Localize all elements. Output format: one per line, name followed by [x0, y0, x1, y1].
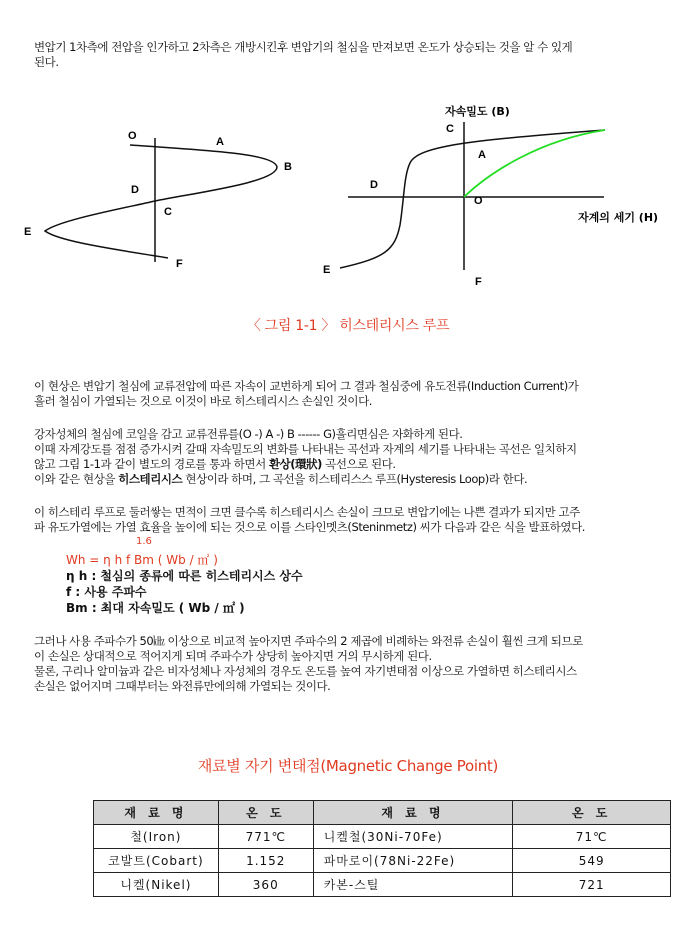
text-segment: 이와 같은 현상을	[34, 472, 119, 486]
table-cell: 코발트(Cobart)	[94, 849, 219, 873]
text-line: 이 현상은 변압기 철심에 교류전압에 따른 자속이 교번하게 되어 그 결과 철심중에 유도전류(Induction Current)가	[34, 379, 579, 393]
table-row	[94, 825, 671, 849]
text-segment: 곡선으로 된다.	[321, 457, 396, 471]
left-label-e: E	[24, 226, 32, 238]
text-line	[34, 472, 664, 487]
column-header-temperature: 온 도	[513, 801, 671, 825]
text-line: 파 유도가열에는 가열 효율을 높이에 되는 것으로 이를 스타인멧츠(Steninmetz) 씨가 다음과 같은 식을 발표하였다.	[34, 520, 585, 534]
figure-caption: 〈 그림 1-1 〉 히스테리시스 루프	[246, 318, 450, 334]
text-line: 이 히스테리 루프로 둘러쌓는 면적이 크면 클수록 히스테리시스 손실이 크므로 변압기에는 나쁜 결과가 되지만 고주	[34, 505, 580, 519]
paragraph-2	[34, 427, 664, 487]
right-label-a: A	[478, 149, 486, 161]
left-label-a: A	[216, 136, 224, 148]
right-label-d: D	[370, 179, 378, 191]
left-label-f: F	[176, 258, 183, 270]
right-label-e: E	[323, 264, 331, 276]
text-segment: 않고 그림 1-1과 같이 별도의 경로를 통과 하면서	[34, 457, 269, 471]
formula-exponent-row	[66, 536, 303, 552]
text-line: 흘러 철심이 가열되는 것으로 이것이 바로 히스테리시스 손실인 것이다.	[34, 394, 372, 408]
left-diagram	[24, 130, 292, 270]
text-line: 물론, 구리나 알미늄과 같은 비자성체나 자성체의 경우도 온도를 높여 자기변태점 이상으로 가열하면 히스테리시스	[34, 664, 577, 678]
table-cell: 철(Iron)	[94, 825, 219, 849]
table-cell: 549	[513, 849, 671, 873]
table-cell: 카본-스틸	[313, 873, 513, 897]
paragraph-1	[34, 379, 664, 409]
table-title: 재료별 자기 변태점(Magnetic Change Point)	[197, 757, 499, 775]
table-cell: 771℃	[218, 825, 313, 849]
column-header-material: 재 료 명	[313, 801, 513, 825]
table-header-row	[94, 801, 671, 825]
left-label-d: D	[131, 184, 139, 196]
formula-equation: Wh = η h f Bm ( Wb / ㎡ )	[66, 553, 218, 567]
steinmetz-formula	[66, 536, 303, 616]
left-label-o: O	[128, 130, 137, 142]
left-label-c: C	[164, 206, 172, 218]
text-line: 이 손실은 상대적으로 적어지게 되며 주파수가 상당히 높아지면 거의 무시하게 된다.	[34, 649, 432, 663]
table-cell: 니켈(Nikel)	[94, 873, 219, 897]
right-label-f: F	[475, 276, 482, 288]
hysteresis-figure	[0, 95, 696, 295]
hysteresis-loop-curve	[340, 130, 605, 268]
bold-term: 환상(環狀)	[268, 457, 322, 471]
text-line	[34, 457, 664, 472]
left-label-b: B	[284, 161, 292, 173]
formula-f-definition: f : 사용 주파수	[66, 585, 147, 599]
formula-bm-definition: Bm : 최대 자속밀도 ( Wb / ㎡ )	[66, 601, 245, 615]
text-line: 그러나 사용 주파수가 50㎑ 이상으로 비교적 높아지면 주파수의 2 제곱에 비례하는 와전류 손실이 훨씬 크게 되므로	[34, 634, 583, 648]
intro-paragraph	[34, 40, 664, 70]
table-row	[94, 873, 671, 897]
text-line: 변압기 1차측에 전압을 인가하고 2차측은 개방시킨후 변압기의 철심을 만져보면 온도가 상승되는 것을 알 수 있게	[34, 40, 573, 54]
table-cell: 니켈철(30Ni-70Fe)	[313, 825, 513, 849]
table-cell: 71℃	[513, 825, 671, 849]
right-diagram	[323, 104, 658, 288]
y-axis-label: 자속밀도 (B)	[445, 105, 510, 118]
table-cell: 360	[218, 873, 313, 897]
text-line: 이때 자계강도를 점점 증가시켜 갈때 자속밀도의 변화를 나타내는 곡선과 자계의 세기를 나타내는 곡선은 일치하지	[34, 442, 577, 456]
table-row	[94, 849, 671, 873]
right-label-c: C	[446, 123, 454, 135]
text-line: 된다.	[34, 55, 59, 69]
paragraph-4	[34, 634, 664, 694]
text-segment: 현상이라 하며, 그 곡선을 히스테리스스 루프(Hysteresis Loop)라 한다.	[182, 472, 528, 486]
table-cell: 파마로이(78Ni-22Fe)	[313, 849, 513, 873]
magnetic-change-point-table	[93, 800, 671, 897]
formula-eta-definition: η h : 철심의 종류에 따른 히스테리시스 상수	[66, 569, 303, 583]
text-line: 강자성체의 철심에 코일을 감고 교류전류를(O -) A -) B ------ G)흘리면심은 자화하게 된다.	[34, 427, 463, 441]
column-header-temperature: 온 도	[218, 801, 313, 825]
left-loop-curve	[45, 145, 277, 258]
formula-exponent: 1.6	[136, 536, 152, 547]
table-cell: 1.152	[218, 849, 313, 873]
column-header-material: 재 료 명	[94, 801, 219, 825]
x-axis-label: 자계의 세기 (H)	[578, 211, 659, 224]
right-label-o: O	[474, 195, 483, 207]
text-line: 손실은 없어지며 그때부터는 와전류만에의해 가열되는 것이다.	[34, 679, 331, 693]
bold-term: 히스테리시스	[118, 472, 183, 486]
table-cell: 721	[513, 873, 671, 897]
paragraph-3	[34, 505, 664, 535]
